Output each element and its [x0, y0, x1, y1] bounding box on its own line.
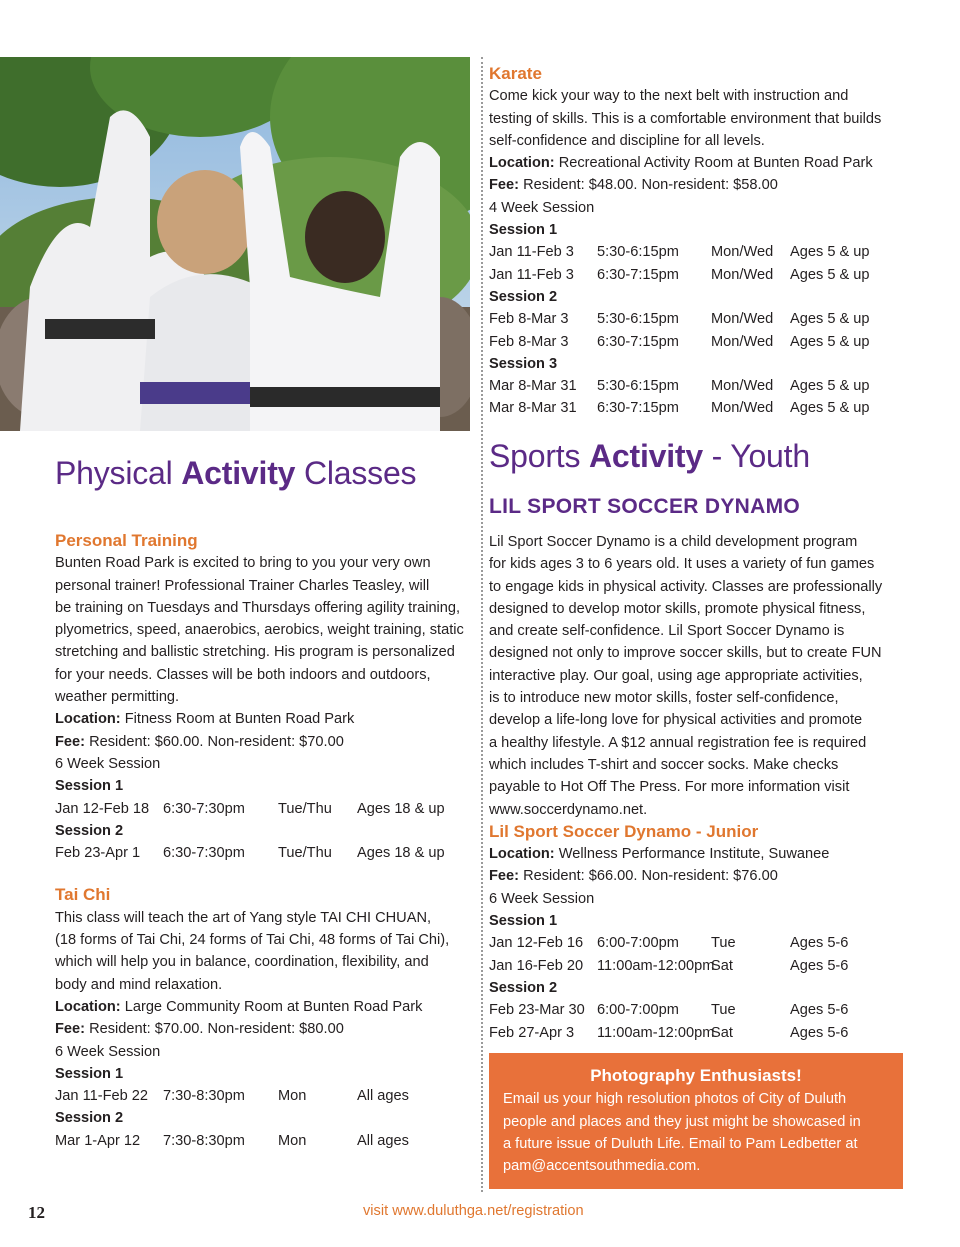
- schedule-row: [489, 932, 901, 954]
- schedule-days: Tue/Thu: [278, 800, 332, 817]
- schedule-time: 5:30-6:15pm: [597, 378, 679, 395]
- text-line: designed not only to improve soccer skills, but to create FUN: [489, 645, 882, 662]
- schedule-days: Mon/Wed: [711, 400, 774, 417]
- tai-chi-heading: Tai Chi: [55, 885, 111, 905]
- text-line: Come kick your way to the next belt with instruction and: [489, 88, 849, 105]
- schedule-dates: Feb 27-Apr 3: [489, 1024, 575, 1041]
- registration-link[interactable]: visit www.duluthga.net/registration: [363, 1203, 584, 1219]
- karate-fee: [489, 174, 901, 196]
- session-name: Session 1: [489, 913, 558, 930]
- schedule-days: Mon/Wed: [711, 378, 774, 395]
- title-part: - Youth: [702, 438, 810, 474]
- text-line: for your needs. Classes will be both indoors and outdoors,: [55, 666, 431, 683]
- schedule-days: Mon: [278, 1132, 307, 1149]
- schedule-time: 5:30-6:15pm: [597, 244, 679, 261]
- schedule-dates: Jan 12-Feb 16: [489, 935, 584, 952]
- title-part: Physical: [55, 455, 182, 491]
- session-name: Session 2: [55, 1110, 124, 1127]
- soccer-junior-heading: Lil Sport Soccer Dynamo - Junior: [489, 821, 759, 841]
- physical-activity-title: [55, 455, 416, 492]
- box-title: Photography Enthusiasts!: [590, 1066, 802, 1085]
- schedule-row: [489, 375, 901, 397]
- session-name: Session 2: [489, 979, 558, 996]
- photo-illustration: [0, 57, 470, 431]
- schedule-time: 6:00-7:00pm: [597, 935, 679, 952]
- tai-chi-fee: [55, 1018, 470, 1040]
- schedule-ages: Ages 5 & up: [790, 400, 870, 417]
- fee-value: Resident: $70.00. Non-resident: $80.00: [85, 1021, 344, 1038]
- text-line: body and mind relaxation.: [55, 976, 223, 993]
- text-line: and create self-confidence. Lil Sport Soccer Dynamo is: [489, 623, 845, 640]
- text-line: be training on Tuesdays and Thursdays offering agility training,: [55, 599, 461, 616]
- personal-training-fee: [55, 731, 470, 753]
- karate-section: [489, 63, 901, 420]
- fee-label: Fee:: [55, 1021, 86, 1038]
- text-line: to engage kids in physical activity. Classes are professionally: [489, 578, 883, 595]
- schedule-ages: Ages 18 & up: [357, 800, 445, 817]
- text-line: is to introduce new motor skills, foster self-confidence,: [489, 690, 839, 707]
- fee-value: Resident: $48.00. Non-resident: $58.00: [519, 177, 778, 194]
- schedule-row: [489, 308, 901, 330]
- session-duration: 6 Week Session: [55, 1043, 161, 1060]
- schedule-dates: Feb 8-Mar 3: [489, 333, 569, 350]
- text-line: develop a life-long love for physical activities and promote: [489, 712, 863, 729]
- karate-location: [489, 152, 901, 174]
- schedule-time: 6:30-7:30pm: [163, 800, 245, 817]
- text-line: weather permitting.: [55, 689, 180, 706]
- schedule-days: Sat: [711, 957, 733, 974]
- soccer-location: [489, 843, 901, 865]
- schedule-row: [489, 331, 901, 353]
- schedule-ages: Ages 5 & up: [790, 333, 870, 350]
- schedule-days: Mon/Wed: [711, 311, 774, 328]
- schedule-row: [489, 264, 901, 286]
- schedule-row: [489, 955, 901, 977]
- text-line: for kids ages 3 to 6 years old. It uses a variety of fun games: [489, 556, 875, 573]
- text-line: personal trainer! Professional Trainer Charles Teasley, will: [55, 577, 430, 594]
- schedule-row: [489, 999, 901, 1021]
- column-divider: [481, 57, 483, 1192]
- schedule-days: Mon: [278, 1088, 307, 1105]
- schedule-time: 11:00am-12:00pm: [597, 957, 715, 974]
- fee-value: Resident: $66.00. Non-resident: $76.00: [519, 868, 778, 885]
- schedule-time: 7:30-8:30pm: [163, 1132, 245, 1149]
- session-name: Session 2: [489, 288, 558, 305]
- location-value: Recreational Activity Room at Bunten Road Park: [554, 155, 873, 172]
- session-name: Session 3: [489, 355, 558, 372]
- personal-training-desc: [55, 552, 470, 708]
- session-name: Session 1: [489, 222, 558, 239]
- schedule-ages: Ages 5-6: [790, 935, 849, 952]
- schedule-time: 6:30-7:15pm: [597, 266, 679, 283]
- schedule-dates: Jan 11-Feb 22: [55, 1088, 149, 1105]
- text-line: www.soccerdynamo.net.: [489, 801, 648, 818]
- soccer-dynamo-heading: LIL SPORT SOCCER DYNAMO: [489, 495, 801, 518]
- session-duration: 6 Week Session: [55, 755, 161, 772]
- text-line: which includes T-shirt and soccer socks. Make checks: [489, 756, 839, 773]
- schedule-dates: Mar 8-Mar 31: [489, 378, 577, 395]
- schedule-dates: Jan 12-Feb 18: [55, 800, 150, 817]
- schedule-dates: Feb 23-Mar 30: [489, 1002, 585, 1019]
- schedule-days: Tue: [711, 1002, 736, 1019]
- schedule-days: Mon/Wed: [711, 244, 774, 261]
- text-line: interactive play. Our goal, using age appropriate activities,: [489, 667, 863, 684]
- schedule-time: 6:30-7:15pm: [597, 333, 679, 350]
- spacer: [55, 864, 470, 884]
- schedule-ages: Ages 18 & up: [357, 845, 445, 862]
- schedule-time: 7:30-8:30pm: [163, 1088, 245, 1105]
- soccer-fee: [489, 865, 901, 887]
- title-part: Classes: [295, 455, 417, 491]
- text-line: This class will teach the art of Yang style TAI CHI CHUAN,: [55, 909, 432, 926]
- email-link[interactable]: pam@accentsouthmedia.com.: [503, 1158, 701, 1175]
- schedule-ages: Ages 5 & up: [790, 266, 870, 283]
- schedule-row: [55, 1130, 470, 1152]
- schedule-dates: Jan 11-Feb 3: [489, 266, 574, 283]
- session-name: Session 2: [55, 822, 124, 839]
- soccer-section: [489, 531, 901, 1044]
- text-line: testing of skills. This is a comfortable environment that builds: [489, 110, 882, 127]
- photography-enthusiasts-box: [489, 1053, 903, 1189]
- karate-kids-photo: [0, 57, 470, 431]
- schedule-ages: Ages 5 & up: [790, 244, 870, 261]
- text-line: Email us your high resolution photos of City of Duluth: [503, 1091, 847, 1108]
- fee-label: Fee:: [489, 868, 520, 885]
- text-line: (18 forms of Tai Chi, 24 forms of Tai Chi, 48 forms of Tai Chi),: [55, 932, 450, 949]
- schedule-dates: Mar 8-Mar 31: [489, 400, 577, 417]
- location-value: Large Community Room at Bunten Road Park: [120, 998, 423, 1015]
- session-name: Session 1: [55, 1065, 124, 1082]
- location-label: Location:: [489, 846, 555, 863]
- schedule-time: 6:30-7:30pm: [163, 845, 245, 862]
- schedule-time: 5:30-6:15pm: [597, 311, 679, 328]
- session-name: Session 1: [55, 778, 124, 795]
- text-line: people and places and they just might be showcased in: [503, 1113, 861, 1130]
- schedule-row: [489, 241, 901, 263]
- schedule-ages: Ages 5-6: [790, 957, 849, 974]
- schedule-days: Mon/Wed: [711, 266, 774, 283]
- text-line: designed to develop motor skills, promote physical fitness,: [489, 600, 866, 617]
- text-line: Lil Sport Soccer Dynamo is a child development program: [489, 534, 858, 550]
- schedule-row: [489, 397, 901, 419]
- fee-label: Fee:: [55, 733, 86, 750]
- page-number: 12: [28, 1203, 45, 1222]
- tai-chi-location: [55, 996, 470, 1018]
- schedule-time: 6:30-7:15pm: [597, 400, 679, 417]
- schedule-row: [489, 1022, 901, 1044]
- schedule-time: 6:00-7:00pm: [597, 1002, 679, 1019]
- personal-training-location: [55, 708, 470, 730]
- schedule-dates: Feb 8-Mar 3: [489, 311, 569, 328]
- location-label: Location:: [489, 155, 555, 172]
- text-line: a healthy lifestyle. A $12 annual registration fee is required: [489, 734, 867, 751]
- location-label: Location:: [55, 711, 121, 728]
- schedule-row: [55, 842, 470, 864]
- text-line: stretching and ballistic stretching. His program is personalized: [55, 644, 455, 661]
- text-line: plyometrics, speed, anaerobics, aerobics, weight training, static: [55, 622, 464, 639]
- schedule-days: Tue/Thu: [278, 845, 332, 862]
- title-part-strong: Activity: [588, 438, 703, 474]
- left-column: [55, 530, 470, 1152]
- karate-heading: Karate: [489, 64, 542, 83]
- schedule-dates: Jan 16-Feb 20: [489, 957, 584, 974]
- location-value: Wellness Performance Institute, Suwanee: [554, 846, 830, 863]
- schedule-ages: Ages 5 & up: [790, 378, 870, 395]
- location-label: Location:: [55, 998, 121, 1015]
- schedule-row: [55, 1085, 470, 1107]
- fee-value: Resident: $60.00. Non-resident: $70.00: [85, 733, 344, 750]
- title-part: Sports: [489, 438, 589, 474]
- session-duration: 6 Week Session: [489, 890, 595, 907]
- text-line: self-confidence and discipline for all levels.: [489, 132, 765, 149]
- schedule-days: Mon/Wed: [711, 333, 774, 350]
- schedule-ages: Ages 5-6: [790, 1002, 849, 1019]
- text-line: Bunten Road Park is excited to bring to you your very own: [55, 555, 431, 572]
- schedule-dates: Jan 11-Feb 3: [489, 244, 574, 261]
- title-part-strong: Activity: [181, 455, 296, 491]
- schedule-ages: Ages 5 & up: [790, 311, 870, 328]
- schedule-days: Sat: [711, 1024, 733, 1041]
- schedule-ages: All ages: [357, 1132, 409, 1149]
- location-value: Fitness Room at Bunten Road Park: [120, 711, 355, 728]
- tai-chi-desc: [55, 907, 470, 996]
- schedule-ages: Ages 5-6: [790, 1024, 849, 1041]
- schedule-ages: All ages: [357, 1088, 409, 1105]
- fee-label: Fee:: [489, 177, 520, 194]
- session-duration: 4 Week Session: [489, 199, 595, 216]
- schedule-dates: Mar 1-Apr 12: [55, 1132, 141, 1149]
- text-line: payable to Hot Off The Press. For more information visit: [489, 779, 850, 796]
- schedule-row: [55, 798, 470, 820]
- text-line: a future issue of Duluth Life. Email to Pam Ledbetter at: [503, 1135, 858, 1152]
- schedule-dates: Feb 23-Apr 1: [55, 845, 141, 862]
- sports-activity-title: [489, 438, 810, 475]
- schedule-time: 11:00am-12:00pm: [597, 1024, 715, 1041]
- personal-training-heading: Personal Training: [55, 531, 198, 550]
- text-line: which will help you in balance, coordination, flexibility, and: [55, 954, 429, 971]
- schedule-days: Tue: [711, 935, 736, 952]
